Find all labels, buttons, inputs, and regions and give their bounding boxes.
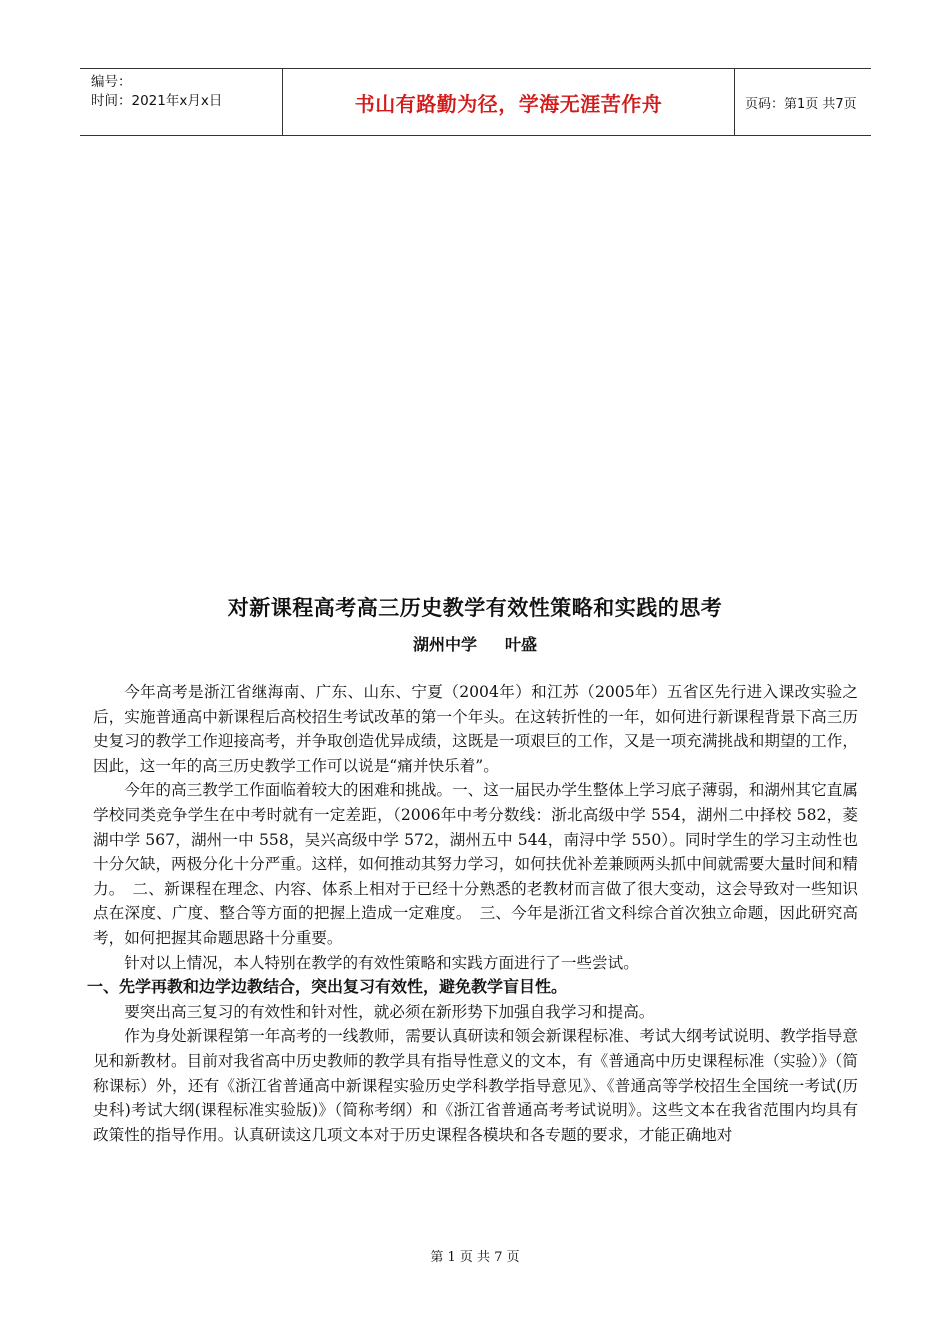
article-title: 对新课程高考高三历史教学有效性策略和实践的思考 <box>227 596 723 620</box>
paragraph-section-2: 作为身处新课程第一年高考的一线教师，需要认真研读和领会新课程标准、考试大纲考试说明、教学指导意见和新教材。目前对我省高中历史教师的教学具有指导性意义的文本，有《普通高中历史课程标准（实验）》（简称课标）外，还有《浙江省普通高中新课程实验历史学科教学指导意见》、《普通高等学校招生全国统一考试(历史科)考试大纲(课程标准实验版)》（简称考纲）和《浙江省普通高考考试说明》。这些文本在我省范围内均具有政策性的指导作用。认真研读这几项文本对于历史课程各模块和各专题的要求，才能正确地对 <box>93 1027 858 1144</box>
paragraph-challenges: 今年的高三教学工作面临着较大的困难和挑战。一、这一届民办学生整体上学习底子薄弱，和湖州其它直属学校同类竞争学生在中考时就有一定差距，（2006年中考分数线：浙北高级中学 554，湖州二中择校 582，菱湖中学 567，湖州一中 558，吴兴高级中学 572，湖州五中 544，南浔中学 550）。同时学生的学习主动性也十分欠缺，两极分化十分严重。这样，如何推动其努力学习，如何扶优补差兼顾两头抓中间就需要大量时间和精力。 二、新课程在理念、内容、体系上相对于已经十分熟悉的老教材而言做了很大变动，这会导致对一些知识点在深度、广度、整合等方面的把握上造成一定难度。 三、今年是浙江省文科综合首次独立命题，因此研究高考，如何把握其命题思路十分重要。 <box>93 781 858 947</box>
motto-text: 书山有路勤为径，学海无涯苦作舟 <box>354 91 663 116</box>
number-label: 编号： <box>91 74 132 90</box>
author-line <box>0 632 950 655</box>
time-label: 时间：2021年x月x日 <box>91 93 223 109</box>
page-footer: 第 1 页 共 7 页 <box>430 1250 520 1265</box>
header-page-cell <box>735 69 871 135</box>
author-name: 叶盛 <box>505 635 538 654</box>
school-name: 湖州中学 <box>412 635 477 654</box>
header-meta-cell <box>80 69 283 135</box>
paragraph-attempts: 针对以上情况，本人特别在教学的有效性策略和实践方面进行了一些尝试。 <box>124 953 639 972</box>
header-motto-cell <box>283 69 735 135</box>
section-heading: 一、先学再教和边学边教结合，突出复习有效性，避免教学盲目性。 <box>87 977 568 997</box>
page-info: 页码：第1页 共7页 <box>745 96 857 112</box>
header-table <box>80 68 871 136</box>
paragraph-section-1: 要突出高三复习的有效性和针对性，就必须在新形势下加强自我学习和提高。 <box>124 1002 655 1021</box>
paragraph-intro: 今年高考是浙江省继海南、广东、山东、宁夏（2004年）和江苏（2005年）五省区先行进入课改实验之后，实施普通高中新课程后高校招生考试改革的第一个年头。在这转折性的一年，如何进行新课程背景下高三历史复习的教学工作迎接高考，并争取创造优异成绩，这既是一项艰巨的工作，又是一项充满挑战和期望的工作，因此，这一年的高三历史教学工作可以说是“痛并快乐着”。 <box>93 683 858 775</box>
article-body <box>87 680 858 1147</box>
